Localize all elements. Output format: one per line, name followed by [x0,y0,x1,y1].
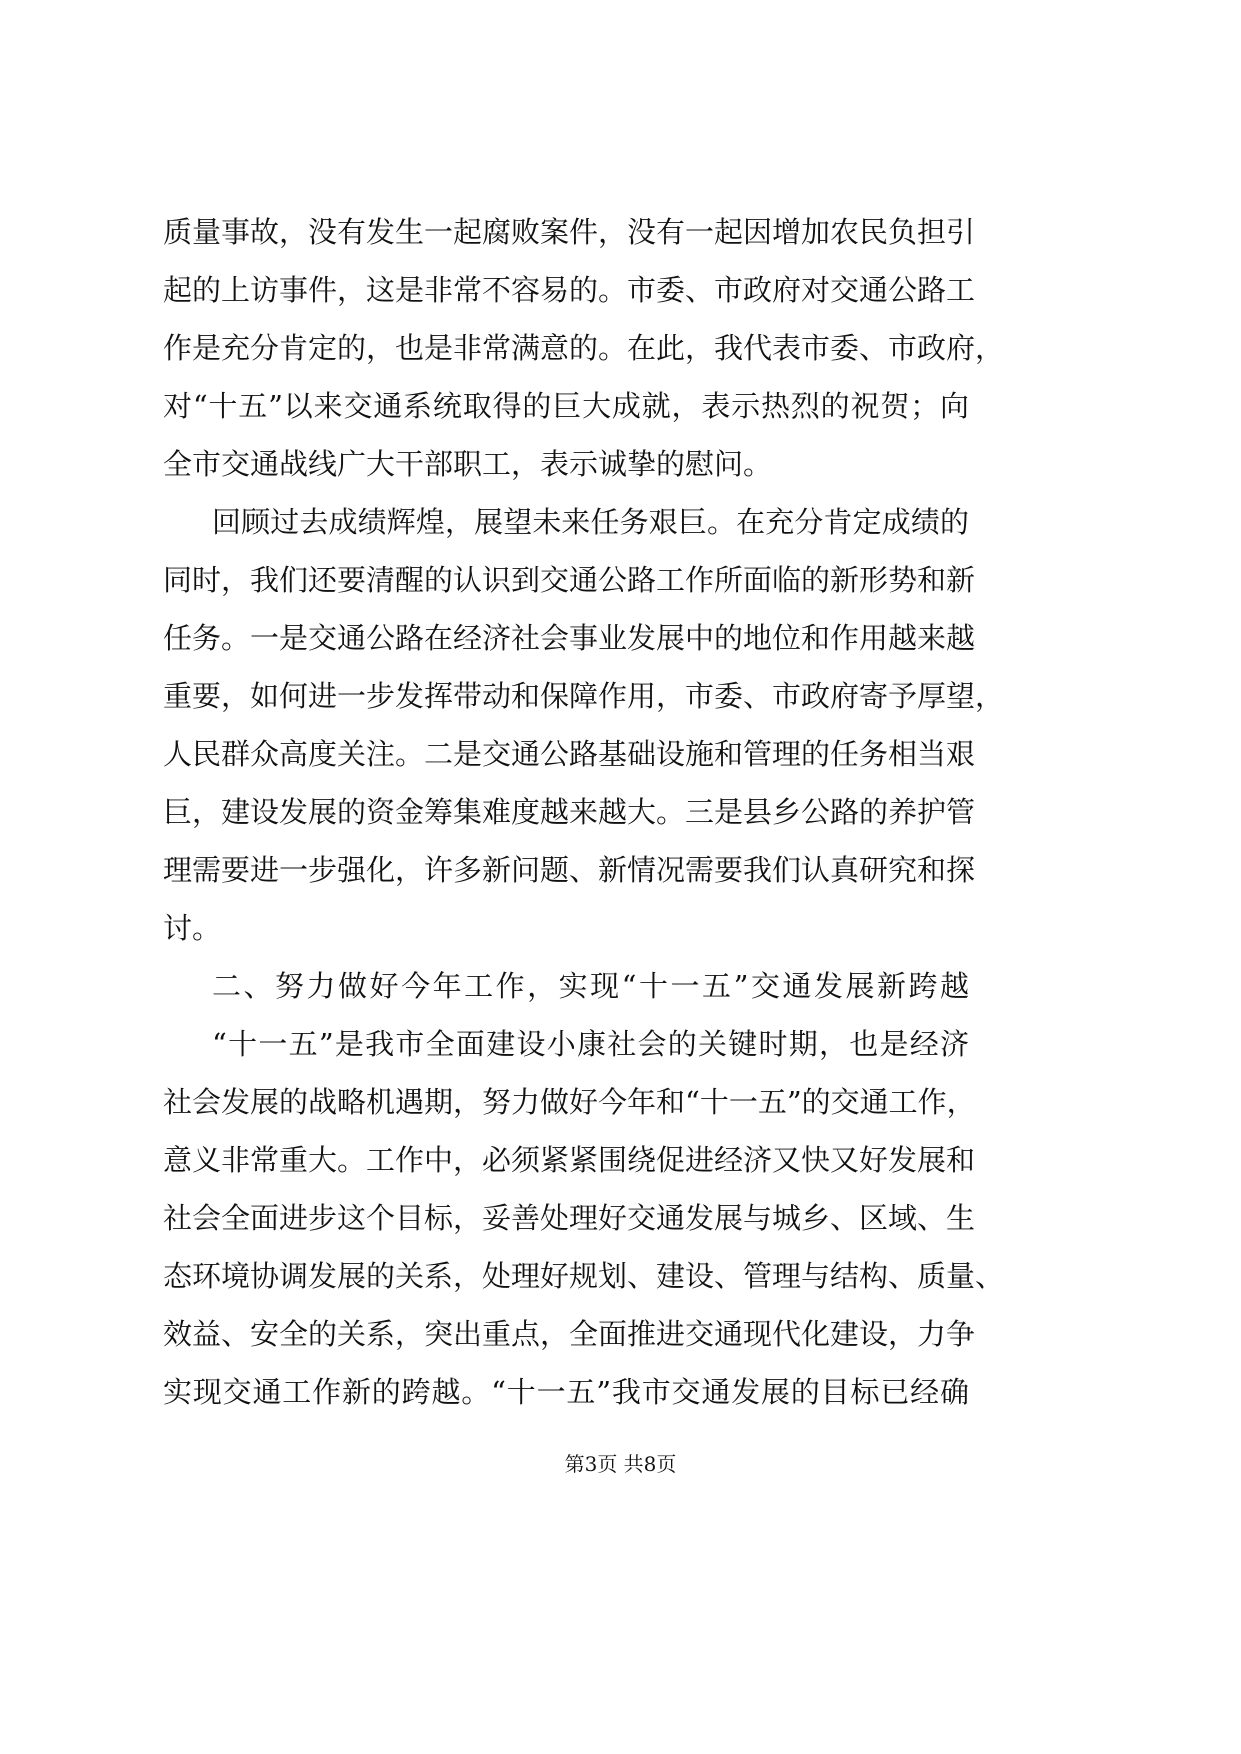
text-line: 实现交通工作新的跨越。“十一五”我市交通发展的目标已经确 [163,1375,969,1409]
text-line: 全市交通战线广大干部职工，表示诚挚的慰问。 [163,447,773,481]
text-line: 重要，如何进一步发挥带动和保障作用，市委、市政府寄予厚望， [163,679,1005,713]
text-line: 人民群众高度关注。二是交通公路基础设施和管理的任务相当艰 [163,737,976,771]
text-line: 二、努力做好今年工作，实现“十一五”交通发展新跨越 [212,969,969,1003]
paragraph [163,203,1005,493]
text-line: “十一五”是我市全面建设小康社会的关键时期，也是经济 [212,1027,969,1061]
text-line: 效益、安全的关系，突出重点，全面推进交通现代化建设，力争 [163,1317,976,1351]
text-line: 巨，建设发展的资金筹集难度越来越大。三是县乡公路的养护管 [163,795,976,829]
page-footer: 第3页 共8页 [564,1452,677,1476]
paragraph [163,493,1005,957]
text-line: 社会发展的战略机遇期，努力做好今年和“十一五”的交通工作， [163,1085,976,1119]
text-line: 回顾过去成绩辉煌，展望未来任务艰巨。在充分肯定成绩的 [212,505,969,539]
section-heading [163,957,969,1015]
text-line: 起的上访事件，这是非常不容易的。市委、市政府对交通公路工 [163,273,976,307]
text-line: 讨。 [163,911,222,945]
paragraph [163,1015,1005,1421]
text-line: 同时，我们还要清醒的认识到交通公路工作所面临的新形势和新 [163,563,976,597]
text-line: 态环境协调发展的关系，处理好规划、建设、管理与结构、质量、 [163,1259,1005,1293]
text-line: 社会全面进步这个目标，妥善处理好交通发展与城乡、区域、生 [163,1201,976,1235]
text-line: 作是充分肯定的，也是非常满意的。在此，我代表市委、市政府， [163,331,1005,365]
text-line: 意义非常重大。工作中，必须紧紧围绕促进经济又快又好发展和 [163,1143,976,1177]
text-line: 理需要进一步强化，许多新问题、新情况需要我们认真研究和探 [163,853,976,887]
text-line: 质量事故，没有发生一起腐败案件，没有一起因增加农民负担引 [163,215,976,249]
document-body [163,203,1005,1421]
text-line: 对“十五”以来交通系统取得的巨大成就，表示热烈的祝贺；向 [163,389,969,423]
text-line: 任务。一是交通公路在经济社会事业发展中的地位和作用越来越 [163,621,976,655]
